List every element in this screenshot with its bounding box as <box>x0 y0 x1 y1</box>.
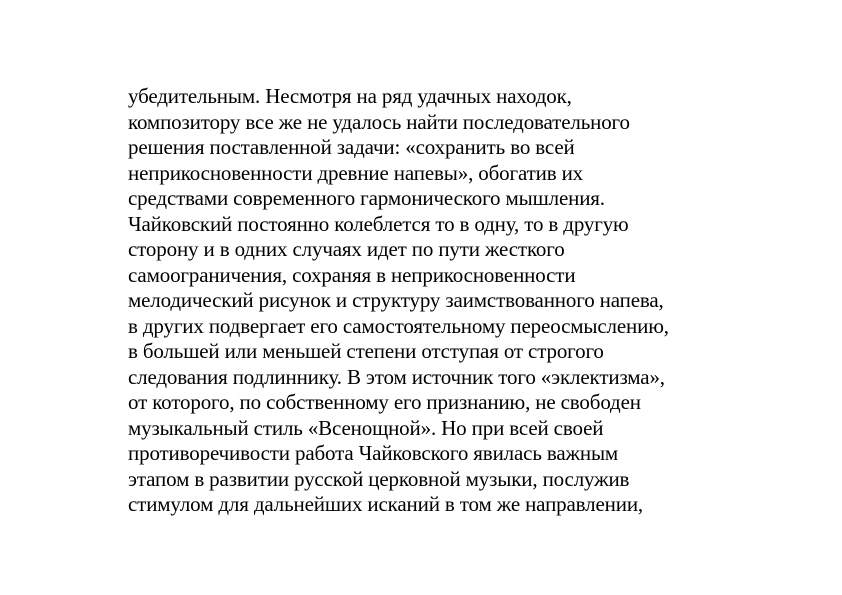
text-line: Чайковский постоянно колеблется то в одну, то в другую <box>128 211 629 236</box>
text-line: самоограничения, сохраняя в неприкосновенности <box>128 262 576 287</box>
text-line: музыкальный стиль «Всенощной». Но при всей своей <box>128 415 604 440</box>
text-line: неприкосновенности древние напевы», обогатив их <box>128 160 584 185</box>
text-line: решения поставленной задачи: «сохранить во всей <box>128 135 575 159</box>
text-line: композитору все же не удалось найти последовательного <box>128 109 630 134</box>
text-line: в большей или меньшей степени отступая от строгого <box>128 339 604 363</box>
text-line: стимулом для дальнейших исканий в том же направлении, <box>128 492 644 516</box>
text-line: от которого, по собственному его признанию, не свободен <box>128 390 641 414</box>
text-line: противоречивости работа Чайковского явилась важным <box>128 441 619 465</box>
text-line: в других подвергает его самостоятельному переосмыслению, <box>128 313 669 338</box>
text-line: этапом в развитии русской церковной музыки, послужив <box>128 466 630 491</box>
text-line: мелодический рисунок и структуру заимствованного напева, <box>128 288 664 312</box>
body-text <box>128 84 688 518</box>
text-line: следования подлиннику. В этом источник того «эклектизма», <box>128 364 665 389</box>
text-line: сторону и в одних случаях идет по пути жесткого <box>128 237 565 261</box>
text-line: средствами современного гармонического мышления. <box>128 186 605 210</box>
text-line: убедительным. Несмотря на ряд удачных находок, <box>128 84 572 108</box>
